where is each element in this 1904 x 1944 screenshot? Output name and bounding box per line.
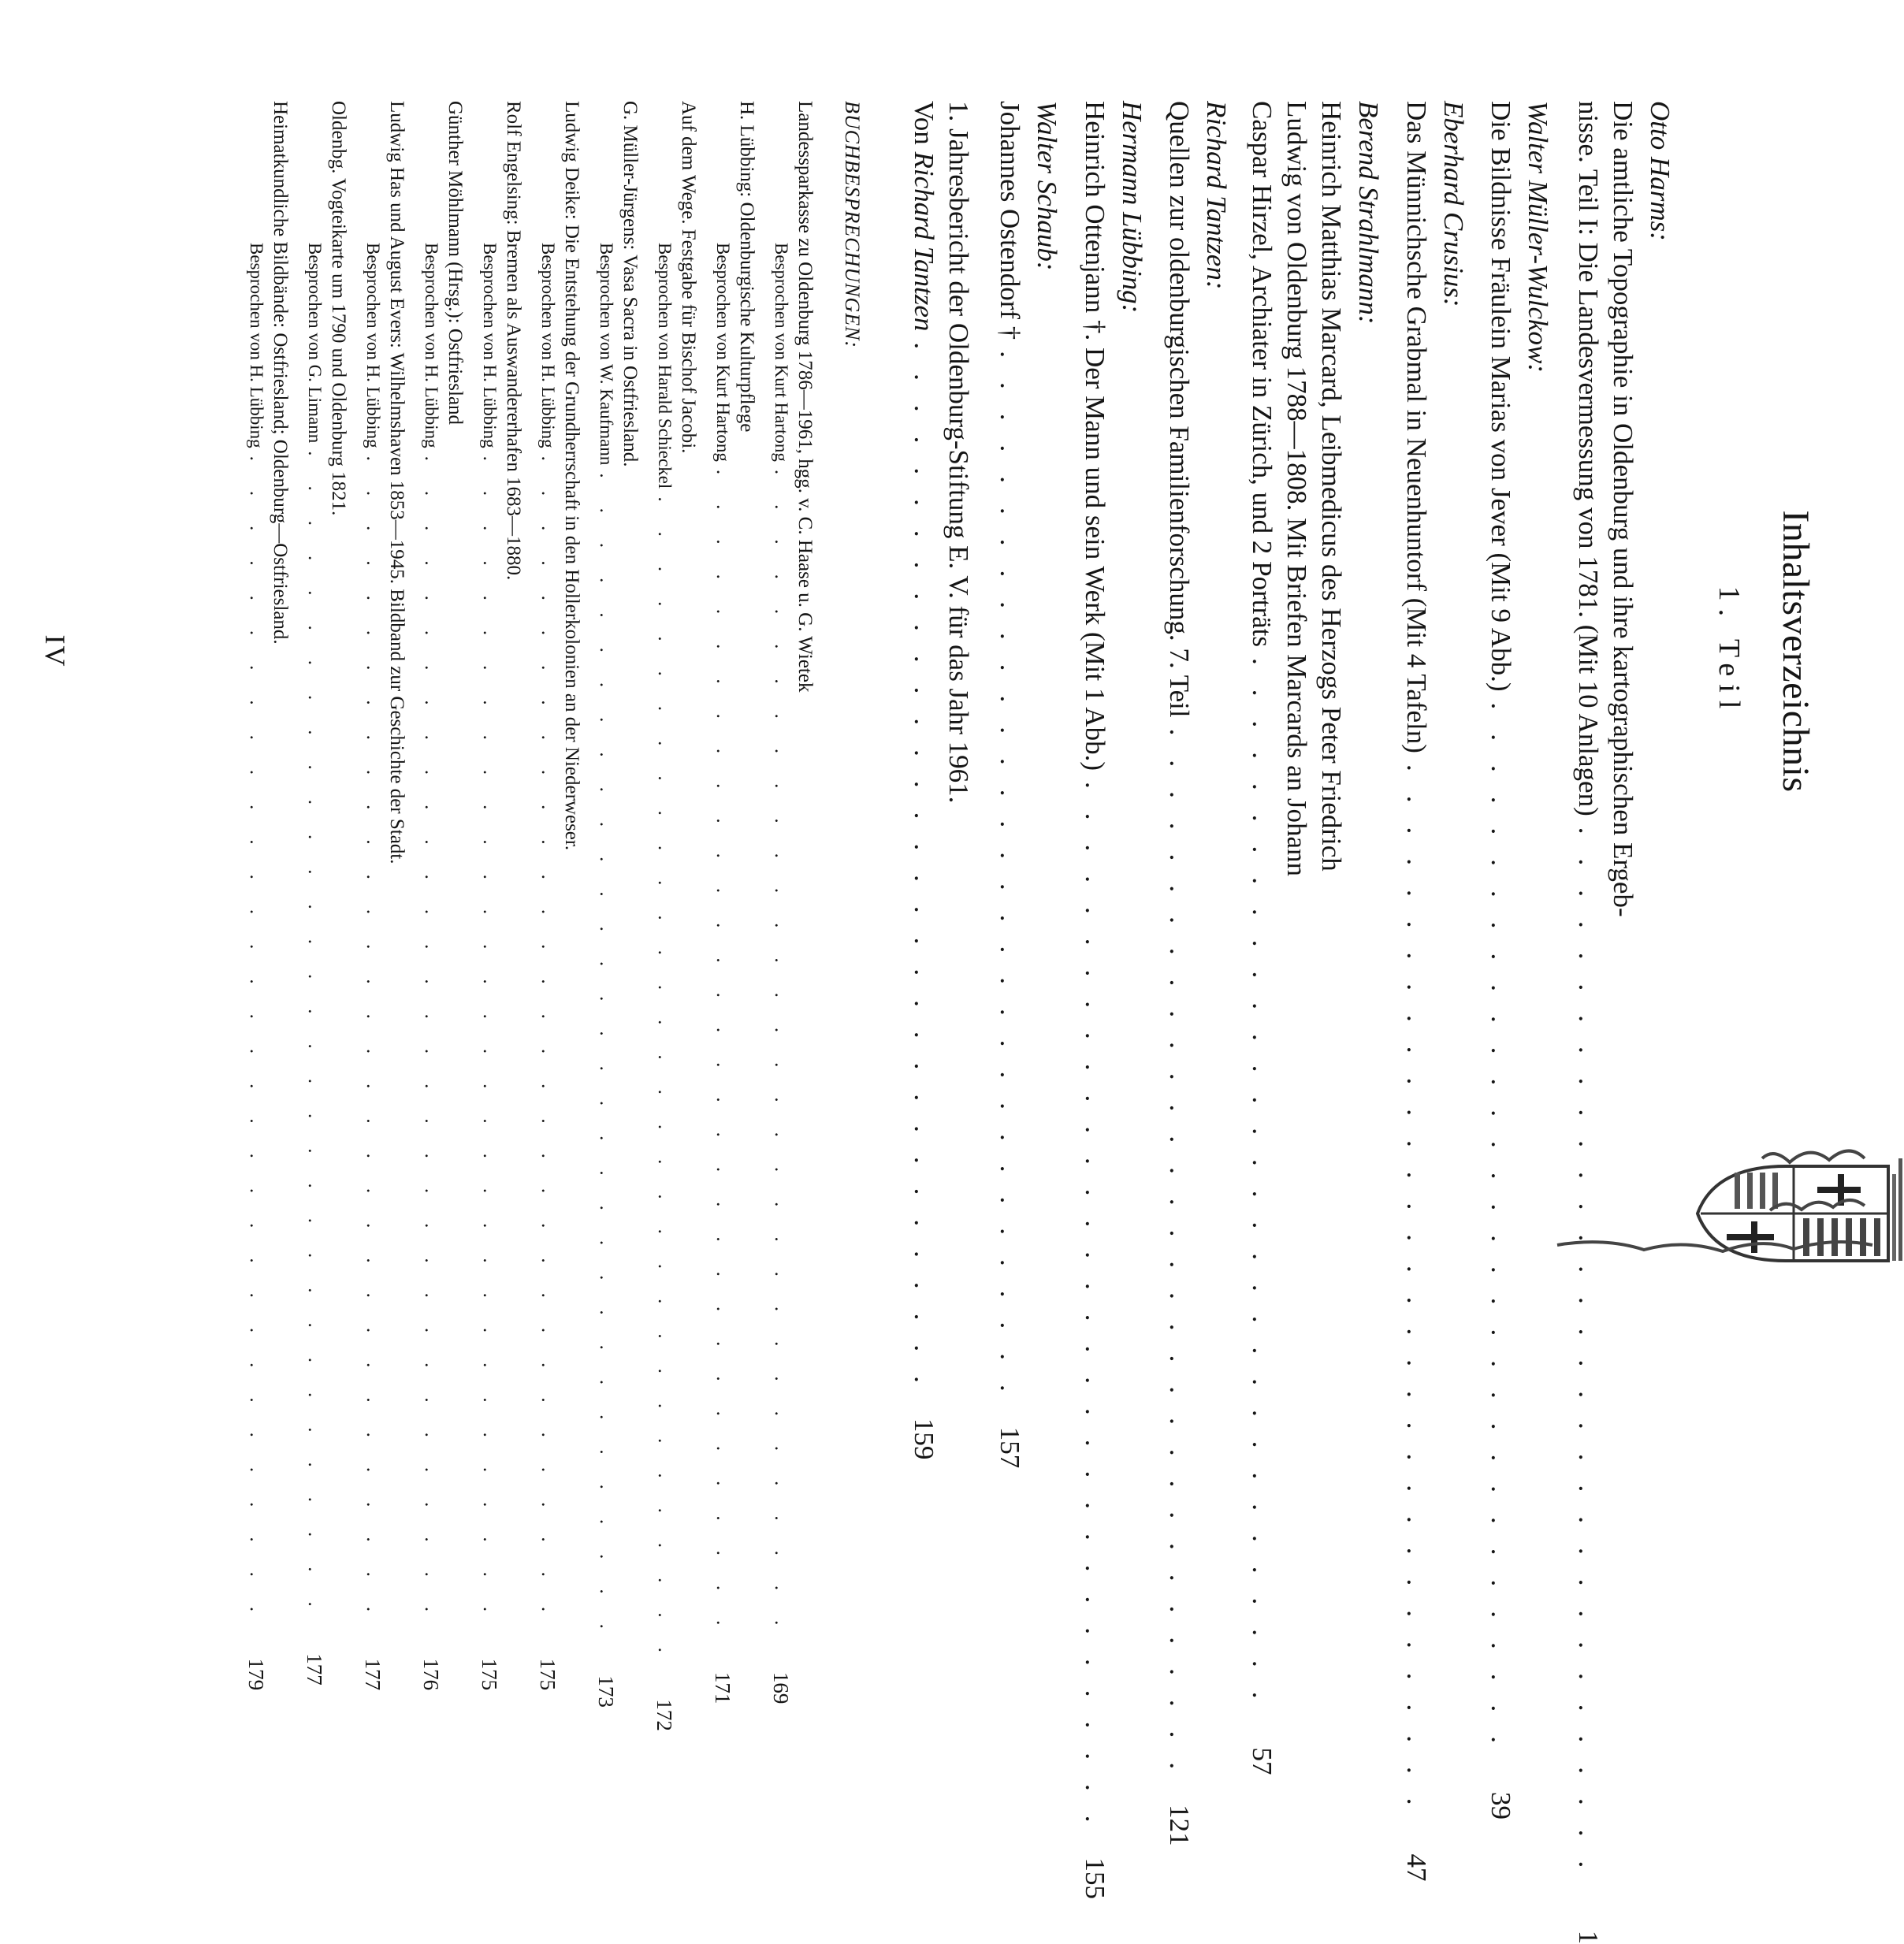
leader-dots: .................................. <box>304 451 325 1637</box>
review-entry <box>594 101 641 1708</box>
leader-dots: .................................. <box>421 455 442 1642</box>
toc-entry <box>1399 101 1434 1882</box>
review-reviewer: Besprochen von Kurt Hartong <box>713 243 733 462</box>
review-entry <box>653 101 700 1731</box>
page-number: 157 <box>995 1426 1025 1469</box>
review-title: Ludwig Has und August Evers: Wilhelmshaven 1853—1945. Bildband zur Geschichte der Stadt. <box>386 101 407 864</box>
toc-entry <box>992 101 1027 1469</box>
leader-dots: .................................. <box>1164 728 1195 1794</box>
review-entry <box>536 101 583 1691</box>
toc-entry <box>1162 101 1196 1846</box>
review-title: Landessparkasse zu Oldenburg 1786—1961, hgg. v. C. Haase u. G. Wietek <box>794 101 816 693</box>
review-title: Auf dem Wege. Festgabe für Bischof Jacobi. <box>678 101 699 454</box>
toc-entry <box>1077 101 1112 1899</box>
review-entry <box>419 101 467 1691</box>
leader-dots: .................................. <box>909 342 939 1407</box>
review-title: Rolf Engelsing: Bremen als Auswandererhafen 1683—1880. <box>503 101 524 581</box>
review-reviewer: Besprochen von Kurt Hartong <box>772 243 791 462</box>
leader-dots: .................................. <box>712 469 734 1656</box>
review-entry <box>361 101 408 1691</box>
toc-entry-jahresbericht <box>906 101 976 1460</box>
entry-prefix: Von <box>909 101 939 152</box>
leader-dots: .................................. <box>1247 658 1277 1723</box>
review-reviewer: Besprochen von G. Limann <box>305 243 325 444</box>
page-number: 159 <box>909 1418 939 1460</box>
page-number: 47 <box>1401 1853 1432 1882</box>
entry-author: Richard Tantzen <box>909 151 939 332</box>
review-reviewer: Besprochen von H. Lübbing <box>422 243 441 448</box>
leader-dots: .................................. <box>246 455 267 1642</box>
entry-title-line: nisse. Teil I: Die Landesvermessung von 1781. (Mit 10 Anlagen) <box>1573 101 1604 816</box>
entry-author: Berend Strahlmann: <box>1353 101 1384 325</box>
review-title: H. Lübbing: Oldenburgische Kulturpflege <box>736 101 757 433</box>
reviews-heading: BUCHBESPRECHUNGEN: <box>841 101 864 349</box>
leader-dots: .................................. <box>1573 827 1604 1893</box>
entry-author: Walter Schaub: <box>1032 101 1062 271</box>
review-entry <box>303 101 350 1686</box>
entry-author: Eberhard Crusius: <box>1438 101 1469 307</box>
part-heading: 1. Teil <box>1712 585 1746 717</box>
page-number: 175 <box>478 1658 501 1691</box>
toc-entry <box>1244 101 1348 1775</box>
page-number: 175 <box>536 1658 560 1691</box>
review-title: G. Müller-Jürgens: Vasa Sacra in Ostfriesland. <box>619 101 641 467</box>
review-reviewer: Besprochen von H. Lübbing <box>247 243 266 448</box>
entry-title-line: Das Münnichsche Grabmal in Neuenhuntorf (Mit 4 Tafeln) <box>1401 101 1432 753</box>
leader-dots: .................................. <box>1401 764 1432 1830</box>
toc-entry <box>1571 101 1640 1944</box>
leader-dots: .................................. <box>596 473 617 1659</box>
leader-dots: .................................. <box>537 455 559 1642</box>
page-number: 39 <box>1486 1791 1516 1819</box>
leader-dots: .................................. <box>654 496 675 1682</box>
entry-title-line: Ludwig von Oldenburg 1788—1808. Mit Briefen Marcards an Johann <box>1281 101 1312 877</box>
review-reviewer: Besprochen von H. Lübbing <box>480 243 500 448</box>
review-entry <box>711 101 758 1704</box>
page-number: 171 <box>711 1671 734 1704</box>
leader-dots: .................................. <box>479 455 500 1642</box>
review-reviewer: Besprochen von W. Kaufmann <box>597 243 616 466</box>
entry-title-line: Die amtliche Topographie in Oldenburg und ihre kartographischen Ergeb- <box>1608 101 1638 917</box>
page-number: 176 <box>419 1658 443 1691</box>
reviews-list <box>233 101 816 1731</box>
leader-dots: .................................. <box>995 351 1025 1416</box>
page-number: 177 <box>303 1653 326 1686</box>
review-entry <box>244 101 292 1691</box>
entry-title-line: Johannes Ostendorf † <box>995 101 1025 340</box>
page-number: 155 <box>1080 1857 1110 1899</box>
leader-dots: .................................. <box>1486 702 1516 1767</box>
page-number: 177 <box>361 1658 385 1691</box>
entry-title-line: Quellen zur oldenburgischen Familienforschung. 7. Teil <box>1164 101 1195 718</box>
review-title: Günther Möhlmann (Hrsg.): Ostfriesland <box>444 101 466 426</box>
entry-title-line: 1. Jahresbericht der Oldenburg-Stiftung E. V. für das Jahr 1961. <box>943 101 974 804</box>
review-entry <box>769 101 816 1704</box>
entry-title-line: Die Bildnisse Fräulein Marias von Jever (Mit 9 Abb.) <box>1486 101 1516 692</box>
page-number: 1 <box>1573 1930 1604 1944</box>
review-title: Ludwig Deike: Die Entstehung der Grundherrschaft in den Hollerkolonien an der Niederweser. <box>561 101 582 851</box>
entry-author: Richard Tantzen: <box>1201 101 1232 290</box>
review-reviewer: Besprochen von H. Lübbing <box>363 243 383 448</box>
entry-title-line: Heinrich Matthias Marcard, Leibmedicus des Herzogs Peter Friedrich <box>1316 101 1347 872</box>
entry-title-line: Caspar Hirzel, Archiater in Zürich, und 2 Porträts <box>1247 101 1277 647</box>
review-title: Oldenbg. Vogteikarte um 1790 und Oldenburg 1821. <box>328 101 349 516</box>
page-number: 172 <box>653 1699 676 1731</box>
page-number: 57 <box>1247 1747 1277 1775</box>
review-reviewer: Besprochen von H. Lübbing <box>538 243 558 448</box>
review-reviewer: Besprochen von Harald Schieckel <box>655 243 675 489</box>
entry-author: Otto Harms: <box>1645 101 1675 241</box>
entry-author: Walter Müller-Wulckow: <box>1523 101 1553 374</box>
page-folio: IV <box>39 634 71 668</box>
review-entry <box>478 101 525 1691</box>
leader-dots: .................................. <box>363 455 384 1642</box>
toc-entry <box>1483 101 1518 1819</box>
entry-author: Hermann Lübbing: <box>1117 101 1147 314</box>
page-number: 179 <box>244 1658 268 1691</box>
page-number: 169 <box>769 1671 793 1704</box>
page-title: Inhaltsverzeichnis <box>1775 510 1817 793</box>
leader-dots: .................................. <box>771 469 792 1656</box>
page-number: 173 <box>594 1675 618 1708</box>
entry-title-line <box>906 101 941 331</box>
leader-dots: .................................. <box>1080 781 1110 1847</box>
page-number: 121 <box>1164 1805 1195 1846</box>
entry-title-line: Heinrich Ottenjann †. Der Mann und sein Werk (Mit 1 Abb.) <box>1080 101 1110 771</box>
review-title: Heimatkundliche Bildbände: Ostfriesland; Oldenburg—Ostfriesland. <box>270 101 291 645</box>
